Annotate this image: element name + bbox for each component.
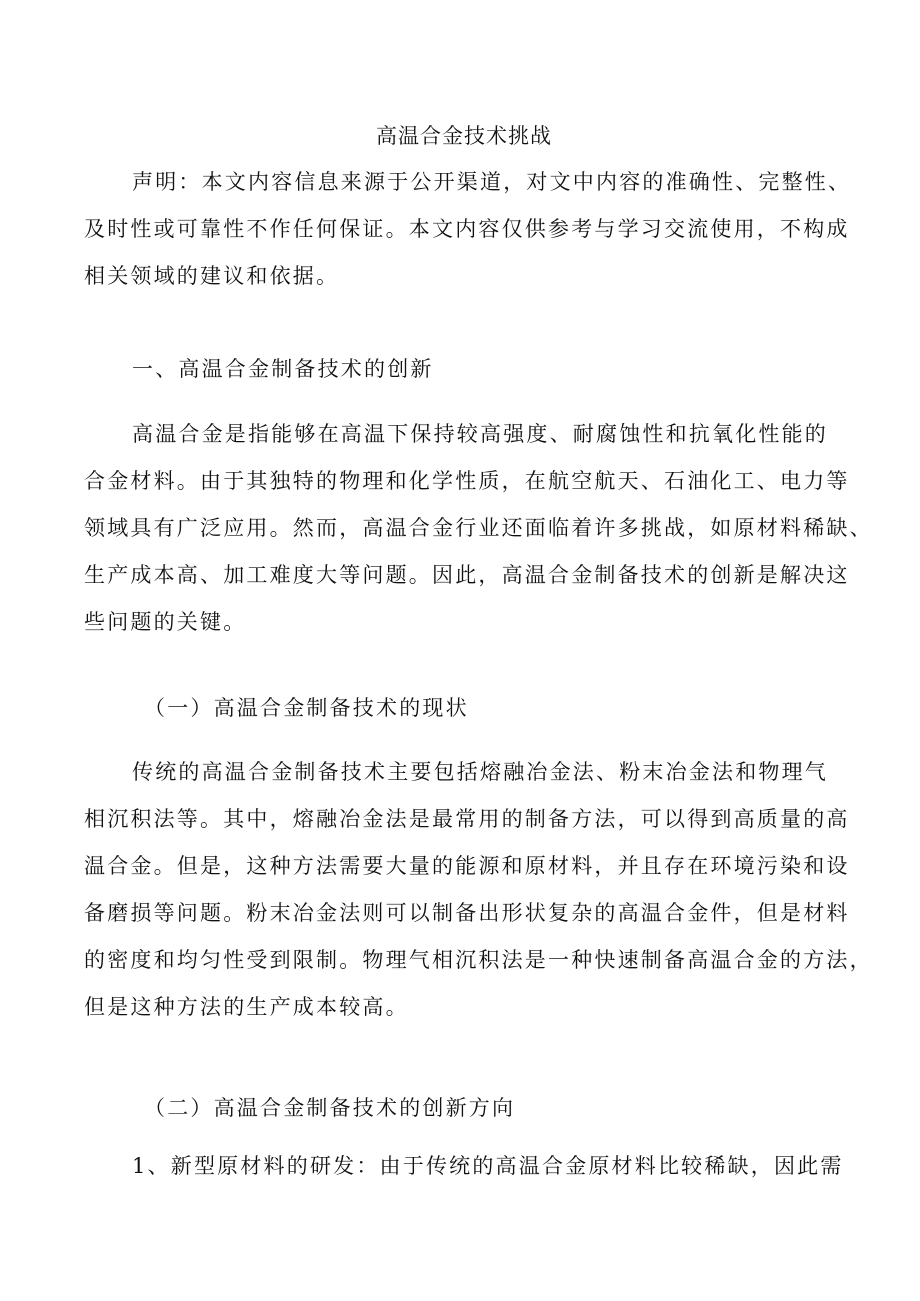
list-item-line: 1、新型原材料的研发：由于传统的高温合金原材料比较稀缺，因此需 [132, 1154, 844, 1178]
disclaimer-line-3: 相关领域的建议和依据。 [84, 264, 340, 288]
paragraph-line: 备磨损等问题。粉末冶金法则可以制备出形状复杂的高温合金件，但是材料 [84, 901, 850, 925]
paragraph-line: 领域具有广泛应用。然而，高温合金行业还面临着许多挑战，如原材料稀缺、 [84, 516, 873, 540]
paragraph-line: 些问题的关键。 [84, 610, 247, 634]
paragraph-line: 但是这种方法的生产成本较高。 [84, 995, 409, 1019]
subsection-heading-2: （二）高温合金制备技术的创新方向 [144, 1096, 516, 1120]
paragraph-line: 传统的高温合金制备技术主要包括熔融冶金法、粉末冶金法和物理气 [132, 760, 828, 784]
document-title: 高温合金技术挑战 [376, 124, 552, 148]
disclaimer-line-1: 声明：本文内容信息来源于公开渠道，对文中内容的准确性、完整性、 [132, 170, 852, 194]
paragraph-line: 高温合金是指能够在高温下保持较高强度、耐腐蚀性和抗氧化性能的 [132, 422, 828, 446]
paragraph-line: 生产成本高、加工难度大等问题。因此，高温合金制备技术的创新是解决这 [84, 563, 850, 587]
paragraph-line: 相沉积法等。其中，熔融冶金法是最常用的制备方法，可以得到高质量的高 [84, 807, 850, 831]
paragraph-line: 的密度和均匀性受到限制。物理气相沉积法是一种快速制备高温合金的方法， [84, 948, 873, 972]
subsection-heading-1: （一）高温合金制备技术的现状 [144, 696, 469, 720]
disclaimer-line-2: 及时性或可靠性不作任何保证。本文内容仅供参考与学习交流使用，不构成 [84, 217, 850, 241]
paragraph-line: 温合金。但是，这种方法需要大量的能源和原材料，并且存在环境污染和设 [84, 854, 850, 878]
paragraph-line: 合金材料。由于其独特的物理和化学性质，在航空航天、石油化工、电力等 [84, 469, 850, 493]
section-heading-1: 一、高温合金制备技术的创新 [132, 357, 434, 381]
